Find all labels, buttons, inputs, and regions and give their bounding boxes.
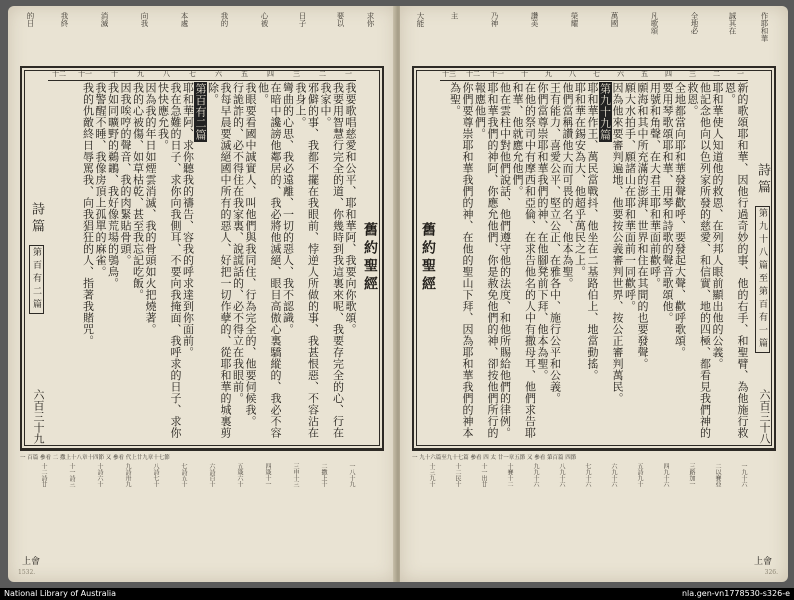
left-scripture-text (48, 82, 356, 446)
left-page (8, 6, 396, 582)
verse-number: 二 (713, 70, 720, 78)
verse-line: 我每早晨要滅絕國中所有的惡人、好把一切作孽的、從耶和華的城裏剪除。 (206, 82, 232, 439)
verse-line: 用號和角聲、在大君王耶和華面前歡呼。 (648, 82, 662, 289)
reference-column: 三路加一 (688, 463, 695, 487)
verse-number: 二 (319, 70, 326, 78)
chapter-range: 第百有二篇 (29, 245, 44, 314)
reference-column: 十賽十二 (506, 463, 513, 487)
verse-line: 願大水拍手、願諸山在耶和華面前一同歡呼。 (623, 82, 637, 312)
verse-line: 新的歌頌耶和華、因他行過奇妙的事、他的右手、和聖臂、為他施行救恩。 (723, 82, 749, 439)
reference-column: 十詩六十 (96, 463, 103, 487)
verse-number: 八 (569, 70, 576, 78)
reference-column: 七詩五十 (180, 463, 187, 487)
reference-column: 二以賽亞 (714, 463, 721, 487)
section-name: 詩篇 (29, 202, 44, 237)
verse-number: 三 (689, 70, 696, 78)
printer-mark: 上會 (754, 557, 773, 567)
right-outer-margin (750, 74, 772, 442)
reference-column: 一九十六 (740, 463, 747, 487)
verse-line: 耶和華我們的神阿、你應允他們、你是赦免他們的神、卻按他們所行的報應他們。 (473, 82, 499, 439)
reference-column: 六詩百十 (208, 463, 215, 487)
verse-number: 一 (345, 70, 352, 78)
verse-line: 耶和華阿、求你聽我的禱告、容我的呼求達到你面前。 (181, 82, 195, 358)
reference-column: 七九十六 (584, 463, 591, 487)
library-stamp: 326. (764, 569, 778, 576)
reference-column: 四箴十一 (264, 463, 271, 487)
verse-number-row (440, 68, 748, 81)
right-scripture-text (440, 82, 748, 446)
verse-line: 願海和其中所充滿的澎湃、世界和住在其間的也要發聲。 (636, 82, 649, 370)
right-reference-band (412, 450, 776, 571)
left-running-head (358, 74, 380, 442)
verse-number: 九 (137, 70, 144, 78)
verse-line: 我的心被傷、如草枯乾、甚至我忘記吃飯。 (131, 82, 145, 301)
reference-column: 五詩九十 (636, 463, 643, 487)
left-outer-margin (24, 74, 46, 442)
left-top-notes (20, 12, 384, 62)
verse-number: 八 (163, 70, 170, 78)
top-note: 讚美 (530, 12, 539, 27)
reference-header: 一 九十六篇至九十七篇 參看 四 太 廿一章五節 又 參看 第百篇 四節 (412, 455, 577, 461)
verse-line: 因我唉哼的聲音、我的肉緊貼骨頭。 (119, 82, 132, 266)
verse-line: 在暗中讒謗他鄰居的、我必將他滅絕、眼目高傲心裏驕縱的、我必不容他。 (256, 82, 282, 439)
verse-line: 他在雲柱中對他們說話、他們遵守他的法度、和他所賜給他們的律例。 (498, 82, 512, 439)
top-note: 的日 (26, 12, 35, 27)
top-note: 凡歌頌 (650, 12, 659, 35)
verse-line: 耶和華作王、萬民當戰抖、他坐在二基路伯上、地當動搖。 (586, 82, 599, 381)
verse-line: 因為我的年日如煙雲消滅、我的骨頭如火把燒著。 (144, 82, 157, 335)
verse-number: 十一 (78, 70, 92, 78)
image-identifier: nla.gen-vn1778530-s326-e (681, 589, 790, 598)
reference-column: 五箴六十 (236, 463, 243, 487)
reference-column: 四九十六 (662, 463, 669, 487)
page-number: 六百三十八 (758, 389, 771, 444)
verse-number-row (48, 68, 356, 81)
top-note: 榮耀 (570, 12, 579, 27)
verse-line: 你們當尊崇耶和華我們的神、在他腳凳前下拜、他本為聖。 (536, 82, 549, 381)
psalm-heading: 第百有二篇 (194, 83, 207, 141)
verse-number: 六 (617, 70, 624, 78)
right-page (400, 6, 788, 582)
top-note: 本處 (180, 12, 189, 27)
printer-mark: 上會 (22, 557, 41, 567)
verse-number: 十三 (442, 70, 456, 78)
verse-line: 在他的祭司中有摩西和亞倫、在求告他名的人中有撒母耳、他們求告耶和華、他就應允他們。 (511, 82, 537, 439)
verse-line: 他記念他向以色列家所發的慈愛、和信實、地的四極、都看見我們神的救恩。 (686, 82, 712, 439)
verse-number: 十 (521, 70, 528, 78)
verse-number: 六 (215, 70, 222, 78)
reference-column: 十三九十 (428, 463, 435, 487)
reference-header: 一 百篇 參看 二 撒上十八章十四節 又 參看 代上廿九章十七節 (20, 455, 170, 461)
verse-line: 我要用智慧行完全的道、你幾時到我這裏來呢、我要存完全的心、行在我家中。 (319, 82, 345, 439)
reference-column: 十一出廿 (480, 463, 487, 487)
verse-line: 他們當稱讚他大而可畏的名、他本為聖。 (561, 82, 574, 289)
library-credit: National Library of Australia (4, 589, 117, 598)
verse-number: 四 (665, 70, 672, 78)
top-note: 作耶和華 (760, 12, 769, 42)
verse-number: 九 (545, 70, 552, 78)
reference-column: 十二民十 (454, 463, 461, 487)
verse-line: 因為他來要審判遍地、他要按公義審判世界、按公正審判萬民。 (611, 82, 624, 404)
verse-line: 行詭詐的、必不得住在我家裏、說謊話的、必不得立在我眼前。 (231, 82, 245, 404)
top-note: 向我 (140, 12, 149, 27)
top-note: 萬國 (610, 12, 619, 27)
chapter-range: 第九十八篇至第百有一篇 (755, 206, 770, 353)
verse-number: 五 (241, 70, 248, 78)
reference-column: 八九十六 (558, 463, 565, 487)
top-note: 全地必 (690, 12, 699, 35)
top-note: 心被 (260, 12, 269, 27)
right-top-notes (412, 12, 776, 62)
right-text-frame (412, 66, 776, 450)
verse-line: 王有能力、喜愛公平、堅立公正、在雅各中、施行公平和公義。 (548, 82, 562, 404)
verse-line: 要用琴歌頌耶和華、用琴和詩歌的聲音歌頌他。 (661, 82, 674, 324)
verse-line: 我在急難的日子、求你向我側耳、不要向我掩面、我呼求的日子、求你快快應允我。 (156, 82, 182, 439)
psalm-heading: 第九十九篇 (598, 83, 612, 141)
reference-columns (412, 463, 746, 571)
verse-number: 五 (641, 70, 648, 78)
left-reference-band (20, 450, 384, 571)
verse-line: 我眼要看國中誠實人、叫他們與我同住、行為完全的、他要伺候我。 (244, 82, 257, 427)
verse-line: 邪僻的事、我都不擺在我眼前、悖逆人所做的事、我甚恨惡、不容沾在我身上。 (294, 82, 320, 439)
book-title: 舊約聖經 (420, 222, 436, 294)
verse-number: 十一 (490, 70, 504, 78)
verse-number: 十二 (52, 70, 66, 78)
verse-line: 我警醒不睡、我像房頂上孤單的麻雀。 (94, 82, 107, 278)
verse-number: 七 (189, 70, 196, 78)
verse-line: 我的仇敵終日辱罵我、向我猖狂的人、指著我賭咒。 (81, 82, 95, 347)
top-note: 我終 (60, 12, 69, 27)
reference-column: 一八十九 (348, 463, 355, 487)
top-note: 求你 (366, 12, 375, 27)
top-note: 消滅 (100, 12, 109, 27)
reference-column: 六九十六 (610, 463, 617, 487)
verse-line: 全地都當向耶和華發聲歡呼、要發起大聲、歡呼歌頌。 (673, 82, 687, 358)
right-running-head (416, 74, 438, 442)
verse-line: 你們要尊崇耶和華我們的神、在他的聖山下拜、因為耶和華我們的神本為聖。 (448, 82, 474, 439)
top-note: 我的 (220, 12, 229, 27)
reference-column: 八詩七十 (152, 463, 159, 487)
page-number: 六百三十九 (32, 389, 45, 444)
top-note: 日子 (298, 12, 307, 27)
top-note: 主 (450, 12, 459, 20)
book-title: 舊約聖經 (362, 222, 378, 294)
footer-bar (0, 588, 794, 600)
verse-line: 彎曲的心思、我必遠離、一切的惡人、我不認識。 (281, 82, 295, 335)
reference-column: 九九十六 (532, 463, 539, 487)
top-note: 要以 (336, 12, 345, 27)
verse-line: 我如同曠野的鵜鶘、我好像荒場的鴞鳥。 (106, 82, 120, 289)
section-name: 詩篇 (755, 163, 770, 198)
reference-column: 十二詩廿 (40, 463, 47, 487)
reference-column: 二撒上十 (320, 463, 327, 487)
verse-number: 三 (293, 70, 300, 78)
reference-column: 十一詩三 (68, 463, 75, 487)
library-stamp: 1532. (18, 569, 36, 576)
verse-line: 我要歌唱慈愛和公平、耶和華阿、我要向你歌頌。 (344, 82, 357, 335)
verse-number: 一 (737, 70, 744, 78)
verse-number: 十二 (466, 70, 480, 78)
reference-column: 三申十三 (292, 463, 299, 487)
left-text-frame (20, 66, 384, 450)
verse-number: 十 (111, 70, 118, 78)
reference-column: 九詩卅九 (124, 463, 131, 487)
verse-line: 耶和華使人知道他的救恩、在列邦人眼前顯出他的公義。 (711, 82, 724, 370)
verse-number: 四 (267, 70, 274, 78)
top-note: 誠其在 (728, 12, 737, 35)
verse-number: 七 (593, 70, 600, 78)
verse-line: 耶和華在錫安為大、他超乎萬民之上。 (573, 82, 587, 278)
top-note: 大能 (416, 12, 425, 27)
top-note: 乃神 (490, 12, 499, 27)
reference-columns (20, 463, 354, 571)
